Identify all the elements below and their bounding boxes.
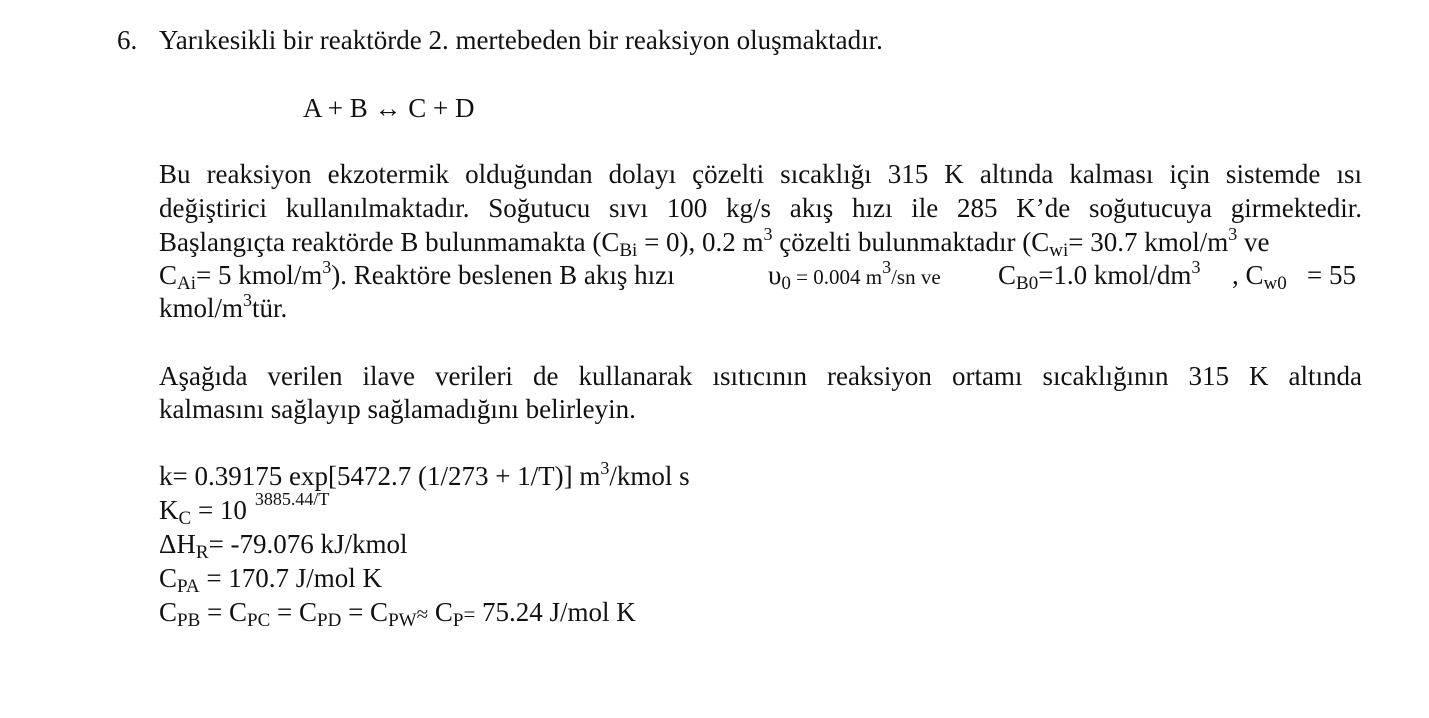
paragraph1-line3: Başlangıçta reaktörde B bulunmamakta $(C_{Bi} = 0)$, 0.2 $m^3$ çözelti bulunmaktadır ($C_{wi}= 30.7$ kmol/$m^3$ ve	[159, 224, 1270, 261]
rate-constant-equation: k= 0.39175 exp[5472.7 (1/273 + 1/T)] $m^3$/kmol s	[159, 458, 690, 491]
cw0-value: , $C_{w0}$	[1232, 260, 1287, 294]
heat-capacity-a: $C_{PA} = 170.7$ J/mol K	[159, 563, 383, 597]
reaction-enthalpy: $\Delta H_R= -79.076$ kJ/kmol	[159, 529, 408, 563]
reaction-equation: A + B ↔ C + D	[303, 93, 475, 123]
equilibrium-constant-equation: $K_C = 10$ $^{3885.44/T}$	[159, 489, 330, 529]
paragraph1-line4-part1: $C_{Ai}= 5$ kmol/$m^3$). Reaktöre beslenen B akış hızı	[159, 257, 675, 294]
question-number: 6.	[117, 25, 138, 55]
cb0-value: $C_{B0}=1.0$ kmol/$dm^3$	[998, 257, 1201, 294]
question-title: Yarıkesikli bir reaktörde 2. mertebeden bir reaksiyon oluşmaktadır.	[159, 25, 883, 55]
paragraph2-line2: kalmasını sağlayıp sağlamadığını belirleyin.	[159, 394, 636, 424]
paragraph1-line2: değiştirici kullanılmaktadır. Soğutucu sıvı 100 kg/s akış hızı ile 285 K’de soğutucuya girmektedir.	[159, 193, 1362, 223]
cw0-number: = 55	[1307, 260, 1356, 290]
heat-capacity-others: $C_{PB} = C_{PC} = C_{PD} = C_{PW}\approx C_P= 75.24$ J/mol K	[159, 597, 636, 631]
paragraph1-line1: Bu reaksiyon ekzotermik olduğundan dolayı çözelti sıcaklığı 315 K altında kalması için sistemde ısı	[159, 159, 1362, 189]
paragraph1-line5: kmol/$m^3tür$.	[159, 290, 288, 323]
flow-rate: $\upsilon_0 = 0.004$ $m^3/sn$ ve	[768, 257, 941, 294]
paragraph2-line1: Aşağıda verilen ilave verileri de kullanarak ısıtıcının reaksiyon ortamı sıcaklığının 315 K altında	[159, 361, 1362, 391]
